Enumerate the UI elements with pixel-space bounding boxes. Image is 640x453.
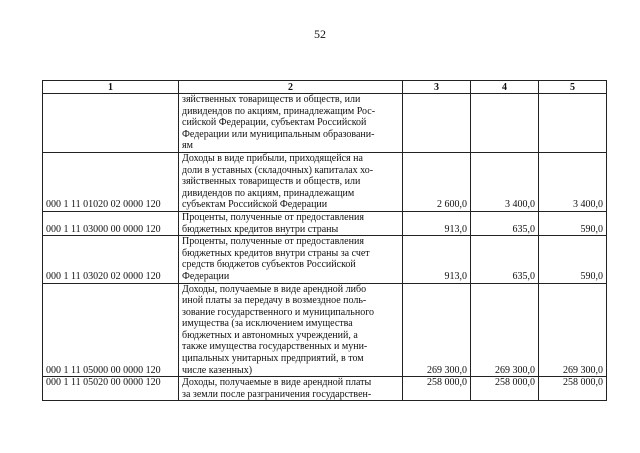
row-code: 000 1 11 03000 00 0000 120 (43, 211, 179, 235)
table-row (43, 94, 607, 153)
row-value-col5: 590,0 (539, 236, 607, 283)
table-row (43, 377, 607, 401)
column-header-4: 4 (471, 81, 539, 94)
table-row (43, 236, 607, 283)
row-value-col5: 258 000,0 (539, 377, 607, 401)
row-description: зяйственных товариществ и обществ, или дивидендов по акциям, принадлежащим Рос- сийской Федерации, субъектам Российской Федерации или муниципальным образовани- ям (179, 94, 403, 153)
row-code (43, 94, 179, 153)
row-code: 000 1 11 05000 00 0000 120 (43, 283, 179, 377)
row-value-col5: 269 300,0 (539, 283, 607, 377)
row-code: 000 1 11 01020 02 0000 120 (43, 152, 179, 211)
row-description: Доходы, получаемые в виде арендной либо иной платы за передачу в возмездное поль- зование государственного и муниципального имущества (за исключением имущества бюджетных и автономных учреждений, а также имущества государственных и муни- ципальных унитарных предприятий, в том числе казенных) (179, 283, 403, 377)
row-value-col3: 913,0 (403, 211, 471, 235)
row-value-col4: 258 000,0 (471, 377, 539, 401)
page-number: 52 (314, 27, 326, 41)
row-value-col3: 913,0 (403, 236, 471, 283)
row-value-col4: 269 300,0 (471, 283, 539, 377)
column-header-3: 3 (403, 81, 471, 94)
row-code: 000 1 11 03020 02 0000 120 (43, 236, 179, 283)
column-header-5: 5 (539, 81, 607, 94)
column-header-2: 2 (179, 81, 403, 94)
row-value-col4: 3 400,0 (471, 152, 539, 211)
row-value-col5 (539, 94, 607, 153)
row-description: Доходы в виде прибыли, приходящейся на доли в уставных (складочных) капиталах хо- зяйственных товариществ и обществ, или дивидендов по акциям, принадлежащим субъектам Российской Федерации (179, 152, 403, 211)
table-row (43, 283, 607, 377)
table-row (43, 211, 607, 235)
row-value-col4: 635,0 (471, 211, 539, 235)
row-value-col3: 269 300,0 (403, 283, 471, 377)
column-header-1: 1 (43, 81, 179, 94)
row-value-col4: 635,0 (471, 236, 539, 283)
row-value-col3: 2 600,0 (403, 152, 471, 211)
revenue-table (42, 80, 607, 401)
row-value-col5: 590,0 (539, 211, 607, 235)
row-value-col4 (471, 94, 539, 153)
table-row (43, 152, 607, 211)
row-description: Доходы, получаемые в виде арендной платы за земли после разграничения государствен- (179, 377, 403, 401)
table-header-row (43, 81, 607, 94)
row-value-col5: 3 400,0 (539, 152, 607, 211)
row-value-col3: 258 000,0 (403, 377, 471, 401)
row-code: 000 1 11 05020 00 0000 120 (43, 377, 179, 401)
row-description: Проценты, полученные от предоставления бюджетных кредитов внутри страны за счет средств бюджетов субъектов Российской Федерации (179, 236, 403, 283)
row-description: Проценты, полученные от предоставления бюджетных кредитов внутри страны (179, 211, 403, 235)
row-value-col3 (403, 94, 471, 153)
